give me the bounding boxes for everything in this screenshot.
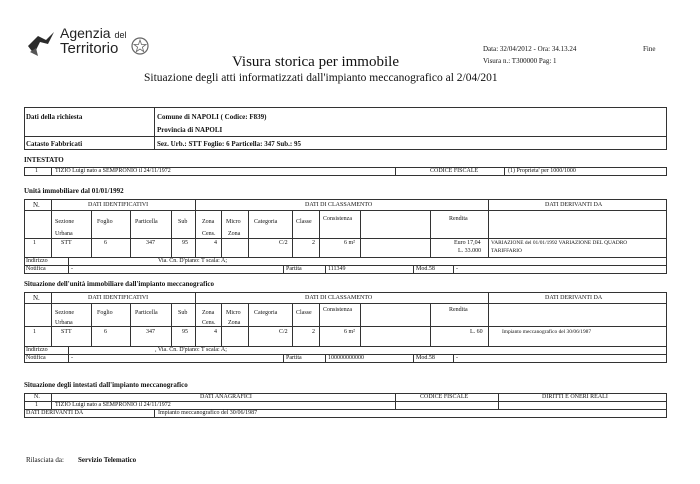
intestato-rights: (1) Proprieta' per 1000/1000	[508, 168, 576, 174]
request-comune: Comune di NAPOLI ( Codice: F839)	[157, 113, 267, 121]
unit2-row-sub: 95	[182, 329, 188, 335]
owners-row-name: TIZIO Luigi nato a SEMPRONIO il 24/11/1972	[55, 402, 171, 408]
unit2-indirizzo-value: , Via. Cn. D'piano: T scala: A;	[155, 347, 227, 353]
unit2-row-n: 1	[33, 329, 36, 335]
header-date-time: Data: 32/04/2012 - Ora: 34.13.24	[483, 45, 577, 53]
unit2-row-particella: 347	[146, 329, 155, 335]
unit2-partita-label: Partita	[286, 355, 302, 361]
unit1-row-deriv-line2: TARIFFARIO	[491, 248, 522, 254]
intestato-name: TIZIO Luigi nato a SEMPRONIO il 24/11/1972	[55, 168, 171, 174]
request-catasto-label: Catasto Fabbricati	[26, 140, 83, 148]
owners-col-cf: CODICE FISCALE	[420, 394, 469, 400]
unit2-sub-consistenza: Consistenza	[323, 307, 352, 313]
unit2-sub-categoria: Categoria	[254, 310, 278, 316]
unit1-row-classe: 2	[312, 240, 315, 246]
unit1-notifica-label: Notifica	[26, 266, 46, 272]
unit1-row-rendita-euro: Euro 17,04	[454, 240, 481, 246]
unit1-row-zona: 4	[214, 240, 217, 246]
unit1-row-particella: 347	[146, 240, 155, 246]
unit1-indirizzo-label: Indirizzo	[26, 258, 48, 264]
owners-row-n: 1	[35, 402, 38, 408]
unit2-row-sezione: STT	[61, 329, 72, 335]
unit1-row-foglio: 6	[104, 240, 107, 246]
request-box	[24, 107, 667, 150]
unit1-sub-classe: Classe	[296, 219, 312, 225]
unit2-sub-urbana: Urbana	[55, 320, 73, 326]
intestato-num: 1	[35, 168, 38, 174]
agency-logo-icon	[26, 28, 56, 58]
unit1-sub-urbana: Urbana	[55, 231, 73, 237]
unit2-sub-rendita: Rendita	[449, 307, 468, 313]
unit2-indirizzo-label: Indirizzo	[26, 347, 48, 353]
document-subtitle: Situazione degli atti informatizzati dall'impianto meccanografico al 2/04/201	[144, 72, 498, 84]
request-catasto-value: Sez. Urb.: STT Foglio: 6 Particella: 347 Sub.: 95	[157, 140, 301, 148]
unit2-row-foglio: 6	[104, 329, 107, 335]
unit2-partita-value: 100000000000	[328, 355, 364, 361]
unit2-mod58-value: -	[456, 355, 458, 361]
unit2-col-n: N.	[33, 294, 40, 302]
unit2-notifica-value: -	[71, 355, 73, 361]
unit1-col-n: N.	[33, 201, 40, 209]
unit2-heading: Situazione dell'unità immobiliare dall'impianto meccanografico	[24, 280, 215, 288]
owners-col-n: N.	[34, 394, 40, 400]
intestato-cf-label: CODICE FISCALE	[430, 168, 479, 174]
logo-line1-small: del	[114, 30, 127, 40]
footer-label: Rilasciata da:	[26, 456, 64, 464]
logo-line1: Agenzia	[60, 25, 111, 41]
request-label: Dati della richiesta	[26, 113, 83, 121]
unit1-notifica-value: -	[71, 266, 73, 272]
unit1-sub-foglio: Foglio	[97, 219, 113, 225]
owners-deriv-label: DATI DERIVANTI DA	[26, 410, 84, 416]
unit2-row-rendita: L. 60	[470, 329, 483, 335]
unit1-indirizzo-value: Via. Cn. D'piano: T scala: A;	[158, 258, 227, 264]
unit2-row-zona: 4	[214, 329, 217, 335]
owners-heading: Situazione degli intestati dall'impianto meccanografico	[24, 381, 188, 389]
unit2-sub-sezione: Sezione	[55, 310, 74, 316]
unit2-col-class: DATI DI CLASSAMENTO	[305, 295, 373, 301]
unit1-sub-sezione: Sezione	[55, 219, 74, 225]
unit1-sub-categoria: Categoria	[254, 219, 278, 225]
unit2-sub-classe: Classe	[296, 310, 312, 316]
unit2-sub-cens: Cens.	[202, 320, 216, 326]
unit1-sub-zona2: Zona	[228, 231, 241, 237]
unit1-row-categoria: C/2	[279, 240, 288, 246]
unit1-sub-zona: Zona	[202, 219, 215, 225]
unit1-mod58-label: Mod.58	[416, 266, 435, 272]
unit2-row-classe: 2	[312, 329, 315, 335]
unit1-row-consistenza: 6 m²	[344, 240, 355, 246]
unit1-sub-sub: Sub	[178, 219, 188, 225]
unit2-sub-micro: Micro	[226, 310, 241, 316]
unit2-col-ident: DATI IDENTIFICATIVI	[88, 295, 149, 301]
unit1-col-ident: DATI IDENTIFICATIVI	[88, 202, 149, 208]
unit2-row-deriv: Impianto meccanografico del 30/06/1987	[502, 329, 592, 335]
unit1-row-n: 1	[33, 240, 36, 246]
unit2-col-deriv: DATI DERIVANTI DA	[545, 295, 603, 301]
unit1-heading: Unità immobiliare dal 01/01/1992	[24, 187, 124, 195]
owners-deriv-value: Impianto meccanografico del 30/06/1987	[158, 410, 258, 416]
unit2-sub-sub: Sub	[178, 310, 188, 316]
logo-line2: Territorio	[60, 40, 119, 57]
document-title: Visura storica per immobile	[232, 54, 399, 70]
unit1-sub-consistenza: Consistenza	[323, 216, 352, 222]
owners-col-rights: DIRITTI E ONERI REALI	[542, 394, 608, 400]
unit2-sub-foglio: Foglio	[97, 310, 113, 316]
unit2-sub-particella: Particella	[135, 310, 158, 316]
unit2-notifica-label: Notifica	[26, 355, 46, 361]
owners-col-anag: DATI ANAGRAFICI	[200, 394, 252, 400]
unit1-col-class: DATI DI CLASSAMENTO	[305, 202, 373, 208]
unit2-mod58-label: Mod.58	[416, 355, 435, 361]
request-provincia: Provincia di NAPOLI	[157, 126, 223, 134]
intestato-heading: INTESTATO	[24, 156, 64, 164]
unit1-col-deriv: DATI DERIVANTI DA	[545, 202, 603, 208]
unit1-sub-rendita: Rendita	[449, 216, 468, 222]
unit1-row-rendita-lire: L. 33.000	[458, 248, 482, 254]
header-fine: Fine	[643, 45, 656, 53]
republic-emblem-icon	[130, 35, 150, 57]
unit1-sub-cens: Cens.	[202, 231, 216, 237]
unit1-sub-micro: Micro	[226, 219, 241, 225]
unit2-row-categoria: C/2	[279, 329, 288, 335]
unit1-partita-label: Partita	[286, 266, 302, 272]
unit1-row-sezione: STT	[61, 240, 72, 246]
unit1-row-deriv-line1: VARIAZIONE del 01/01/1992 VARIAZIONE DEL QUADRO	[491, 240, 628, 246]
unit2-sub-zona2: Zona	[228, 320, 241, 326]
unit1-partita-value: 111349	[328, 266, 346, 272]
unit1-sub-particella: Particella	[135, 219, 158, 225]
unit1-row-sub: 95	[182, 240, 188, 246]
unit1-mod58-value: -	[456, 266, 458, 272]
header-visura: Visura n.: T300000 Pag: 1	[483, 57, 557, 65]
footer-value: Servizio Telematico	[78, 456, 137, 464]
unit2-sub-zona: Zona	[202, 310, 215, 316]
unit2-row-consistenza: 6 m²	[344, 329, 355, 335]
